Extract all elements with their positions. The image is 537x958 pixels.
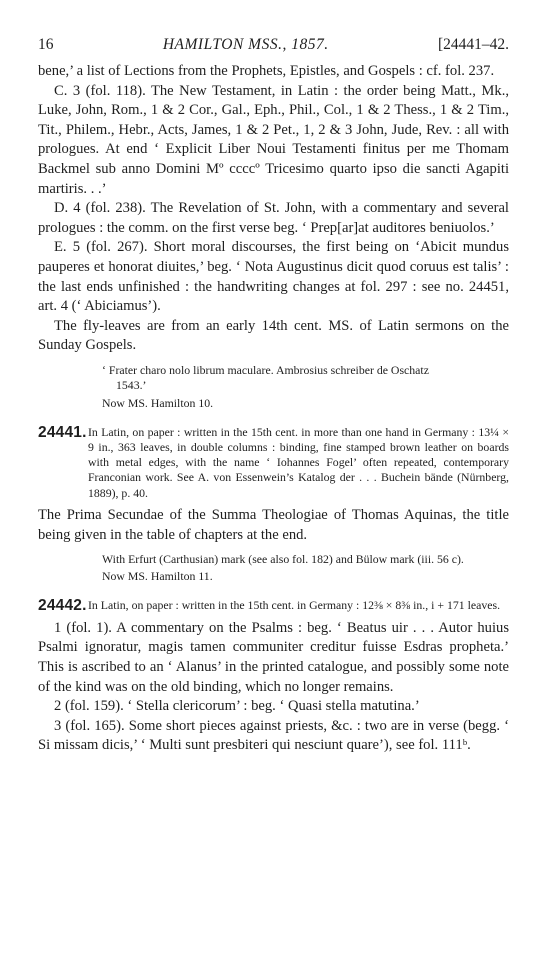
paragraph-d4: D. 4 (fol. 238). The Revelation of St. John, with a commentary and several prologues : the comm. on the first verse beg. ‘ Prep[ar]at auditores beniuolos.’	[38, 200, 509, 236]
shelfmark-hamilton-10: Now MS. Hamilton 10.	[102, 395, 214, 410]
note-erfurt: With Erfurt (Carthusian) mark (see also fol. 182) and Bülow mark (iii. 56 c).	[102, 552, 464, 567]
paragraph-continuation: bene,’ a list of Lections from the Prophets, Epistles, and Gospels : cf. fol. 237.	[38, 63, 495, 79]
item-stella: 2 (fol. 159). ‘ Stella clericorum’ : beg. ‘ Quasi stella matutina.’	[54, 698, 420, 715]
running-header	[38, 36, 509, 58]
page-number: 16	[38, 36, 54, 53]
header-range: [24441–42.	[437, 36, 509, 53]
entry-number: 24442.	[38, 597, 87, 615]
entry-24442	[38, 598, 509, 613]
entry-24441-note	[102, 552, 509, 567]
item-priests: 3 (fol. 165). Some short pieces against priests, &c. : two are in verse (begg. ‘ Si missam dicis,’ ‘ Multi sunt presbiteri qui nesciunt quare’), see fol. 111ᵇ.	[38, 717, 509, 754]
entry-number: 24441.	[38, 423, 87, 441]
inscription-note	[102, 363, 509, 394]
shelfmark-hamilton-11: Now MS. Hamilton 11.	[102, 569, 213, 584]
item-psalms: 1 (fol. 1). A commentary on the Psalms : beg. ‘ Beatus uir . . . Autor huius Psalmi ignoratur, magis tamen communiter creditur fuisse Esdras propheta.’ This is ascribed to an ‘ Alanus’ in the printed catalogue, and possibly some note of the kind was on the old binding, which no longer remains.	[38, 619, 509, 695]
entry-24441-text	[38, 506, 509, 545]
paragraph-fly-leaves: The fly-leaves are from an early 14th cent. MS. of Latin sermons on the Sunday Gospels.	[38, 317, 509, 354]
inscription-cont: 1543.’	[116, 378, 147, 393]
paragraph-c3: C. 3 (fol. 118). The New Testament, in Latin : the order being Matt., Mk., Luke, John, Rom., 1 & 2 Cor., Gal., Eph., Phil., Col., 1 & 2 Thess., 1 & 2 Tim., Tit., Philem., Hebr., Acts, James, 1 & 2 Pet., 1, 2 & 3 John, Jude, Rev. : all with prologues. At end ‘ Explicit Liber Noui Testamenti finitus per me Thomam Backmel sub anno Domini Mº ccccº Tricesimo quarto ipso die sancti Agapiti martiris. . .’	[38, 82, 509, 197]
main-text	[38, 62, 509, 356]
paragraph-prima-secundae: The Prima Secundae of the Summa Theologiae of Thomas Aquinas, the title being given in the table of chapters at the end.	[38, 506, 509, 543]
entry-24442-items	[38, 619, 509, 756]
entry-description: In Latin, on paper : written in the 15th cent. in Germany : 12⅜ × 8⅜ in., i + 171 leaves.	[88, 598, 501, 613]
paragraph-e5: E. 5 (fol. 267). Short moral discourses, the first being on ‘Abicit mundus pauperes et honorat diuites,’ beg. ‘ Nota Augustinus dicit quod coruus est talis’ : the last ends unfinished : the handwriting changes at fol. 297 : see no. 24451, art. 4 (‘ Abiciamus’).	[38, 239, 509, 315]
header-title: HAMILTON MSS., 1857.	[162, 36, 329, 53]
entry-description: In Latin, on paper : written in the 15th cent. in more than one hand in Germany : 13¼ × 9 in., 363 leaves, in double columns : binding, fine stamped brown leather on boards with metal edges, with the name ‘ Iohannes Fogel’ often repeated, contemporary Franconian work. See A. von Essenwein’s Katalog der . . . Buchein bände (Nürnberg, 1889), p. 40.	[88, 424, 509, 500]
entry-24441	[38, 425, 509, 501]
inscription-line: ‘ Frater charo nolo librum maculare. Ambrosius schreiber de Oschatz	[102, 362, 429, 377]
